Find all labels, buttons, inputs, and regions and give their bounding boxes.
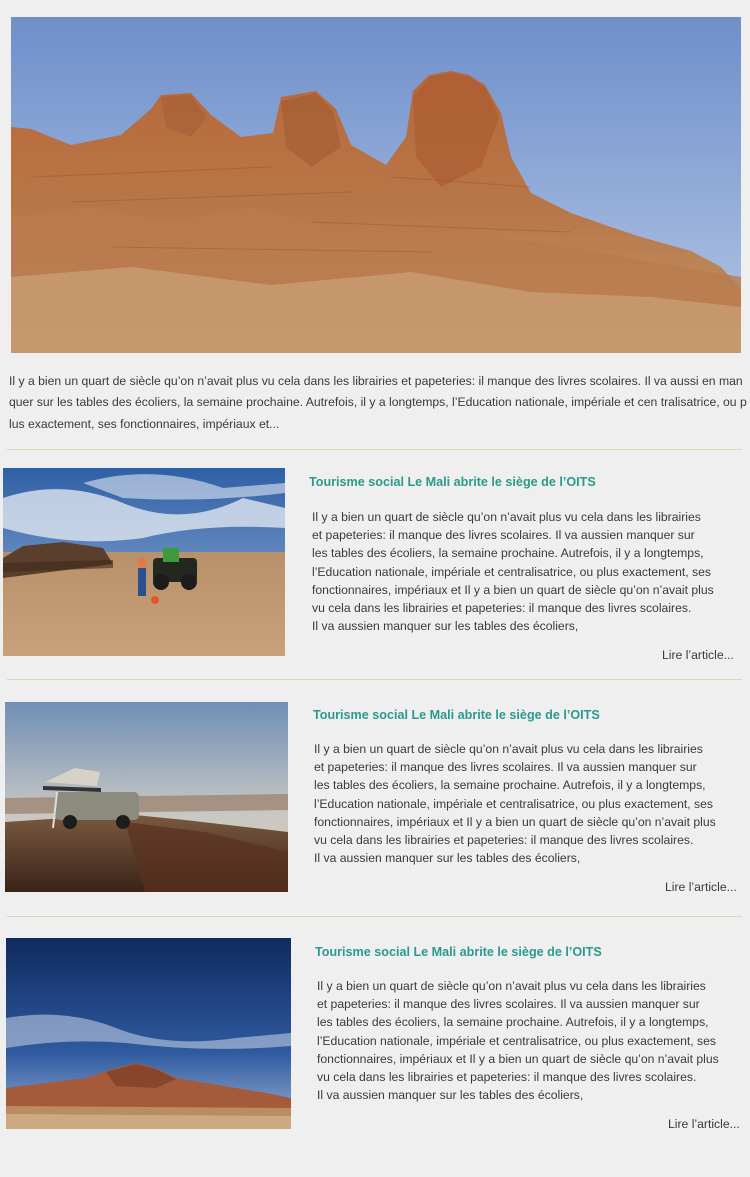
excerpt-line: fonctionnaires, impériaux et Il y a bien un quart de siècle qu’on n’avait plus: [314, 814, 716, 829]
intro-text: [9, 371, 749, 435]
divider: [7, 916, 742, 917]
rooftop-tent-car-illustration: [5, 702, 288, 892]
article-title[interactable]: Tourisme social Le Mali abrite le siège de l’OITS: [313, 708, 600, 722]
excerpt-line: les tables des écoliers, la semaine prochaine. Autrefois, il y a longtemps,: [317, 1015, 709, 1030]
excerpt-line: et papeteries: il manque des livres scolaires. Il va aussien manquer sur: [312, 528, 695, 543]
intro-line: en manquer sur les tables des écoliers, la semaine prochaine. Autrefois, il y a longtemps, l’Education nationale, impériale et cen: [9, 374, 743, 410]
hero-image: [11, 17, 741, 353]
excerpt-line: et papeteries: il manque des livres scolaires. Il va aussien manquer sur: [314, 760, 697, 775]
excerpt-line: Il y a bien un quart de siècle qu’on n’avait plus vu cela dans les librairies: [314, 742, 703, 756]
article-excerpt: [317, 977, 719, 1104]
excerpt-line: l’Education nationale, impériale et centralisatrice, ou plus exactement, ses: [312, 564, 712, 579]
excerpt-line: et papeteries: il manque des livres scolaires. Il va aussien manquer sur: [317, 997, 700, 1012]
excerpt-line: l’Education nationale, impériale et centralisatrice, ou plus exactement, ses: [317, 1033, 717, 1048]
excerpt-line: Il va aussien manquer sur les tables des écoliers,: [317, 1088, 584, 1103]
excerpt-line: vu cela dans les librairies et papeteries: il manque des livres scolaires.: [314, 833, 694, 848]
divider: [7, 449, 742, 450]
excerpt-line: vu cela dans les librairies et papeteries: il manque des livres scolaires.: [312, 601, 692, 616]
excerpt-line: les tables des écoliers, la semaine prochaine. Autrefois, il y a longtemps,: [314, 778, 706, 793]
read-more-link[interactable]: Lire l’article...: [665, 880, 737, 894]
intro-line: tralisatrice, ou plus exactement, ses fonctionnaires, impériaux et...: [9, 395, 747, 431]
read-more-link[interactable]: Lire l’article...: [668, 1117, 740, 1131]
article-title[interactable]: Tourisme social Le Mali abrite le siège de l’OITS: [315, 945, 602, 959]
excerpt-line: Il va aussien manquer sur les tables des écoliers,: [314, 851, 581, 866]
intro-line: Il y a bien un quart de siècle qu’on n’avait plus vu cela dans les librairies et papeteries: il manque des livres scolaires. Il va aussi: [9, 374, 699, 388]
article-excerpt: [314, 740, 716, 867]
excerpt-line: l’Education nationale, impériale et centralisatrice, ou plus exactement, ses: [314, 796, 714, 811]
divider: [7, 679, 742, 680]
excerpt-line: fonctionnaires, impériaux et Il y a bien un quart de siècle qu’on n’avait plus: [312, 582, 714, 597]
motorbike-camp-illustration: [3, 468, 285, 656]
article-image[interactable]: [5, 702, 288, 892]
article-image[interactable]: [3, 468, 285, 656]
desert-mountain-illustration: [6, 938, 291, 1129]
excerpt-line: Il y a bien un quart de siècle qu’on n’avait plus vu cela dans les librairies: [312, 510, 701, 524]
excerpt-line: fonctionnaires, impériaux et Il y a bien un quart de siècle qu’on n’avait plus: [317, 1051, 719, 1066]
excerpt-line: les tables des écoliers, la semaine prochaine. Autrefois, il y a longtemps,: [312, 546, 704, 561]
article-excerpt: [312, 508, 714, 635]
article-title[interactable]: Tourisme social Le Mali abrite le siège de l’OITS: [309, 475, 596, 489]
excerpt-line: Il va aussien manquer sur les tables des écoliers,: [312, 619, 579, 634]
read-more-link[interactable]: Lire l’article...: [662, 648, 734, 662]
excerpt-line: vu cela dans les librairies et papeteries: il manque des livres scolaires.: [317, 1070, 697, 1085]
article-image[interactable]: [6, 938, 291, 1129]
excerpt-line: Il y a bien un quart de siècle qu’on n’avait plus vu cela dans les librairies: [317, 979, 706, 993]
hero-landscape-illustration: [11, 17, 741, 353]
